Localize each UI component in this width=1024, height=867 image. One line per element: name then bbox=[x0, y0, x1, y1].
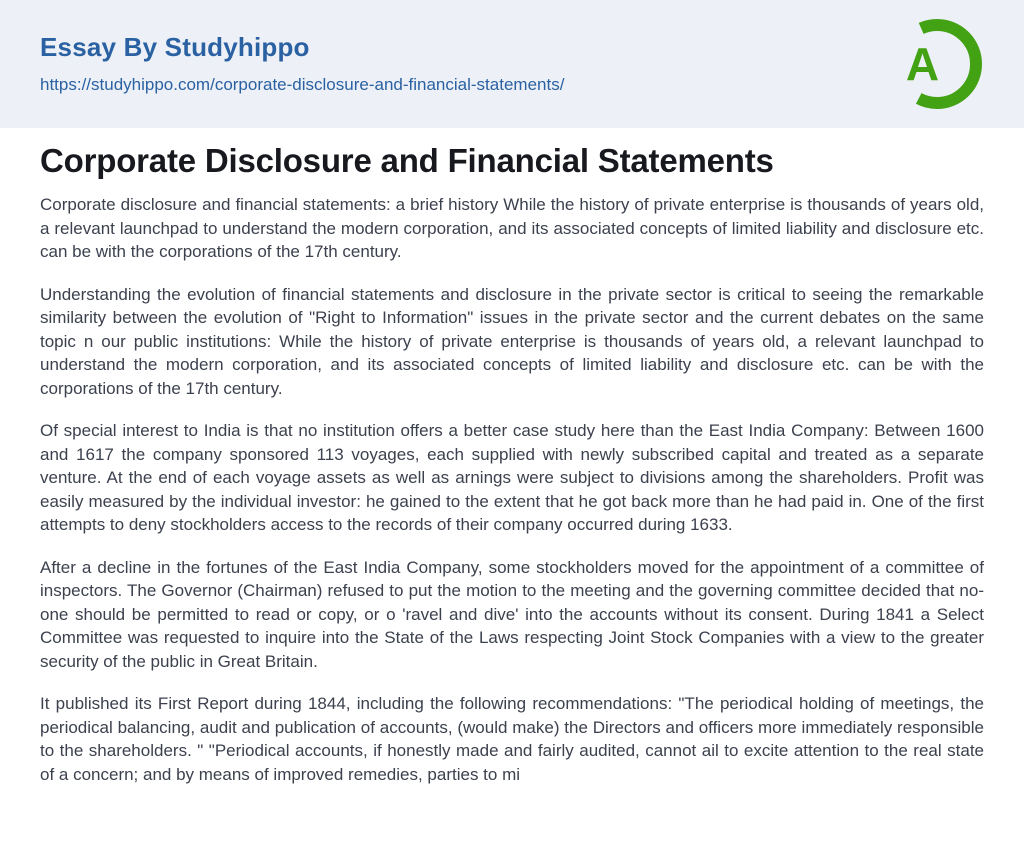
article-paragraph: Corporate disclosure and financial statements: a brief history While the history of private enterprise is thousands of years old, a relevant launchpad to understand the modern corporation, and its associated concepts of limited liability and disclosure etc. can be with the corporations of the 17th century. bbox=[40, 195, 984, 262]
studyhippo-logo bbox=[890, 17, 984, 111]
article-title: Corporate Disclosure and Financial Statements bbox=[40, 142, 774, 179]
article bbox=[0, 128, 1024, 826]
article-paragraph: It published its First Report during 1844, including the following recommendations: "The periodical holding of meetings, the periodical balancing, audit and publication of accounts, (would make) the Directors and officers more immediately responsible to the shareholders. " "Periodical accounts, if honestly made and fairly audited, cannot ail to excite attention to the real state of a concern; and by means of improved remedies, parties to mi bbox=[40, 694, 984, 784]
article-paragraph: After a decline in the fortunes of the East India Company, some stockholders moved for the appointment of a committee of inspectors. The Governor (Chairman) refused to put the motion to the meeting and the governing committee decided that no-one should be permitted to read or copy, or o 'ravel and dive' into the accounts without its consent. During 1841 a Select Committee was requested to inquire into the State of the Laws respecting Joint Stock Companies with a view to the greater security of the public in Great Britain. bbox=[40, 557, 984, 671]
article-paragraph: Of special interest to India is that no institution offers a better case study here than the East India Company: Between 1600 and 1617 the company sponsored 113 voyages, each supplied with newly subscribed capital and treated as a separate venture. At the end of each voyage assets as well as arnings were subject to divisions among the shareholders. Profit was easily measured by the individual investor: he gained to the extent that he got back more than he had paid in. One of the first attempts to deny stockholders access to the records of their company occurred during 1633. bbox=[40, 421, 984, 535]
article-paragraph: Understanding the evolution of financial statements and disclosure in the private sector is critical to seeing the remarkable similarity between the evolution of "Right to Information" issues in the private sector and the current debates on the same topic n our public institutions: While the history of private enterprise is thousands of years old, a relevant launchpad to understand the modern corporation, and its associated concepts of limited liability and disclosure etc. can be with the corporations of the 17th century. bbox=[40, 284, 984, 398]
logo-letter: A bbox=[905, 38, 940, 90]
site-title: Essay By Studyhippo bbox=[40, 32, 310, 62]
page-header bbox=[0, 0, 1024, 128]
header-text-block bbox=[40, 33, 564, 95]
source-url-link[interactable]: https://studyhippo.com/corporate-disclosure-and-financial-statements/ bbox=[40, 74, 565, 94]
